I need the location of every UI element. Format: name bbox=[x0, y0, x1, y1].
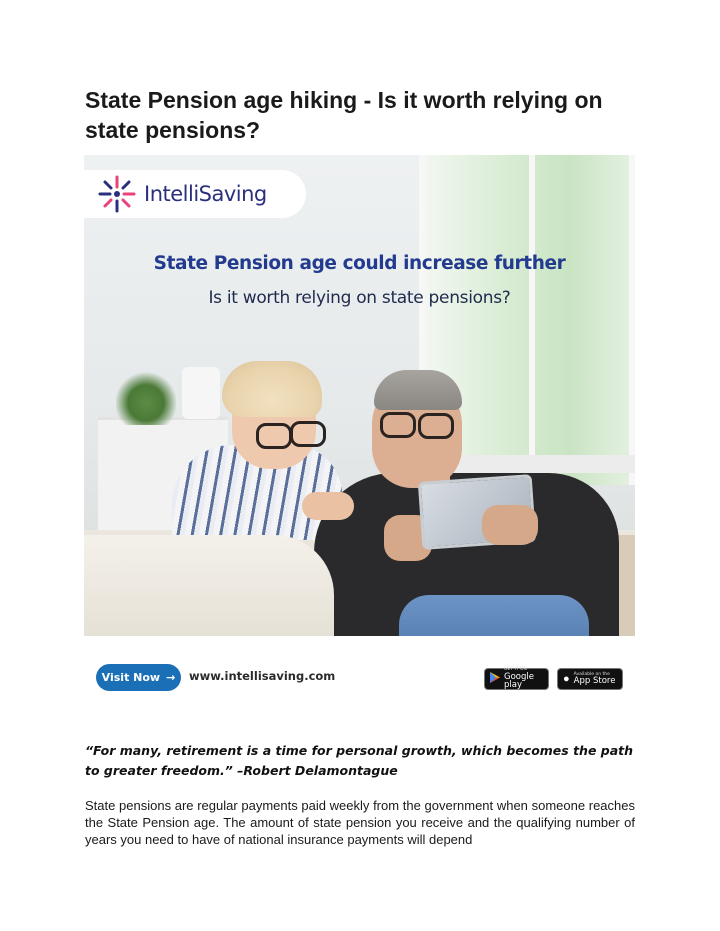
google-play-badge[interactable] bbox=[484, 668, 549, 690]
plant bbox=[116, 370, 176, 425]
body-paragraph: State pensions are regular payments paid weekly from the government when someone reaches the State Pension age. The amount of state pension you receive and the qualifying number of years you need to have of national insurance payments will depend bbox=[85, 798, 635, 847]
man-hair bbox=[374, 370, 462, 410]
page-title: State Pension age hiking - Is it worth relying on state pensions? bbox=[85, 87, 603, 143]
intellisaving-logo-icon bbox=[96, 173, 138, 215]
banner-footer bbox=[84, 636, 635, 707]
website-link[interactable]: www.intellisaving.com bbox=[189, 669, 336, 683]
window-frame bbox=[529, 155, 535, 485]
banner-headline: State Pension age could increase further bbox=[153, 253, 566, 274]
woman-hair bbox=[222, 361, 322, 417]
glasses bbox=[256, 423, 292, 449]
brand-name: IntelliSaving bbox=[144, 182, 267, 206]
arrow-right-icon: → bbox=[166, 671, 176, 684]
window-frame bbox=[629, 155, 635, 485]
app-store-text: App Store bbox=[573, 676, 616, 686]
jeans bbox=[399, 595, 589, 636]
glasses bbox=[380, 412, 416, 438]
man-hand bbox=[482, 505, 538, 545]
sofa-arm bbox=[84, 535, 334, 636]
promo-banner-image bbox=[84, 155, 635, 707]
apple-icon: ● bbox=[563, 673, 570, 685]
app-store-small-text: Available on the bbox=[573, 671, 610, 677]
banner-subheadline: Is it worth relying on state pensions? bbox=[208, 288, 511, 308]
visit-now-button[interactable] bbox=[96, 664, 181, 691]
glasses bbox=[418, 413, 454, 439]
brand-logo bbox=[84, 170, 306, 218]
app-store-badge[interactable] bbox=[557, 668, 623, 690]
glasses bbox=[290, 421, 326, 447]
google-play-text: Google play bbox=[504, 671, 534, 691]
google-play-icon bbox=[490, 670, 500, 688]
woman-hand bbox=[302, 492, 354, 520]
google-play-small-text: GET IT ON bbox=[504, 667, 527, 673]
pull-quote: “For many, retirement is a time for personal growth, which becomes the path to greater freedom.” –Robert Delamontague bbox=[85, 743, 634, 778]
couple-photo bbox=[84, 155, 635, 636]
vase bbox=[182, 367, 220, 419]
visit-now-label: Visit Now bbox=[101, 671, 161, 684]
